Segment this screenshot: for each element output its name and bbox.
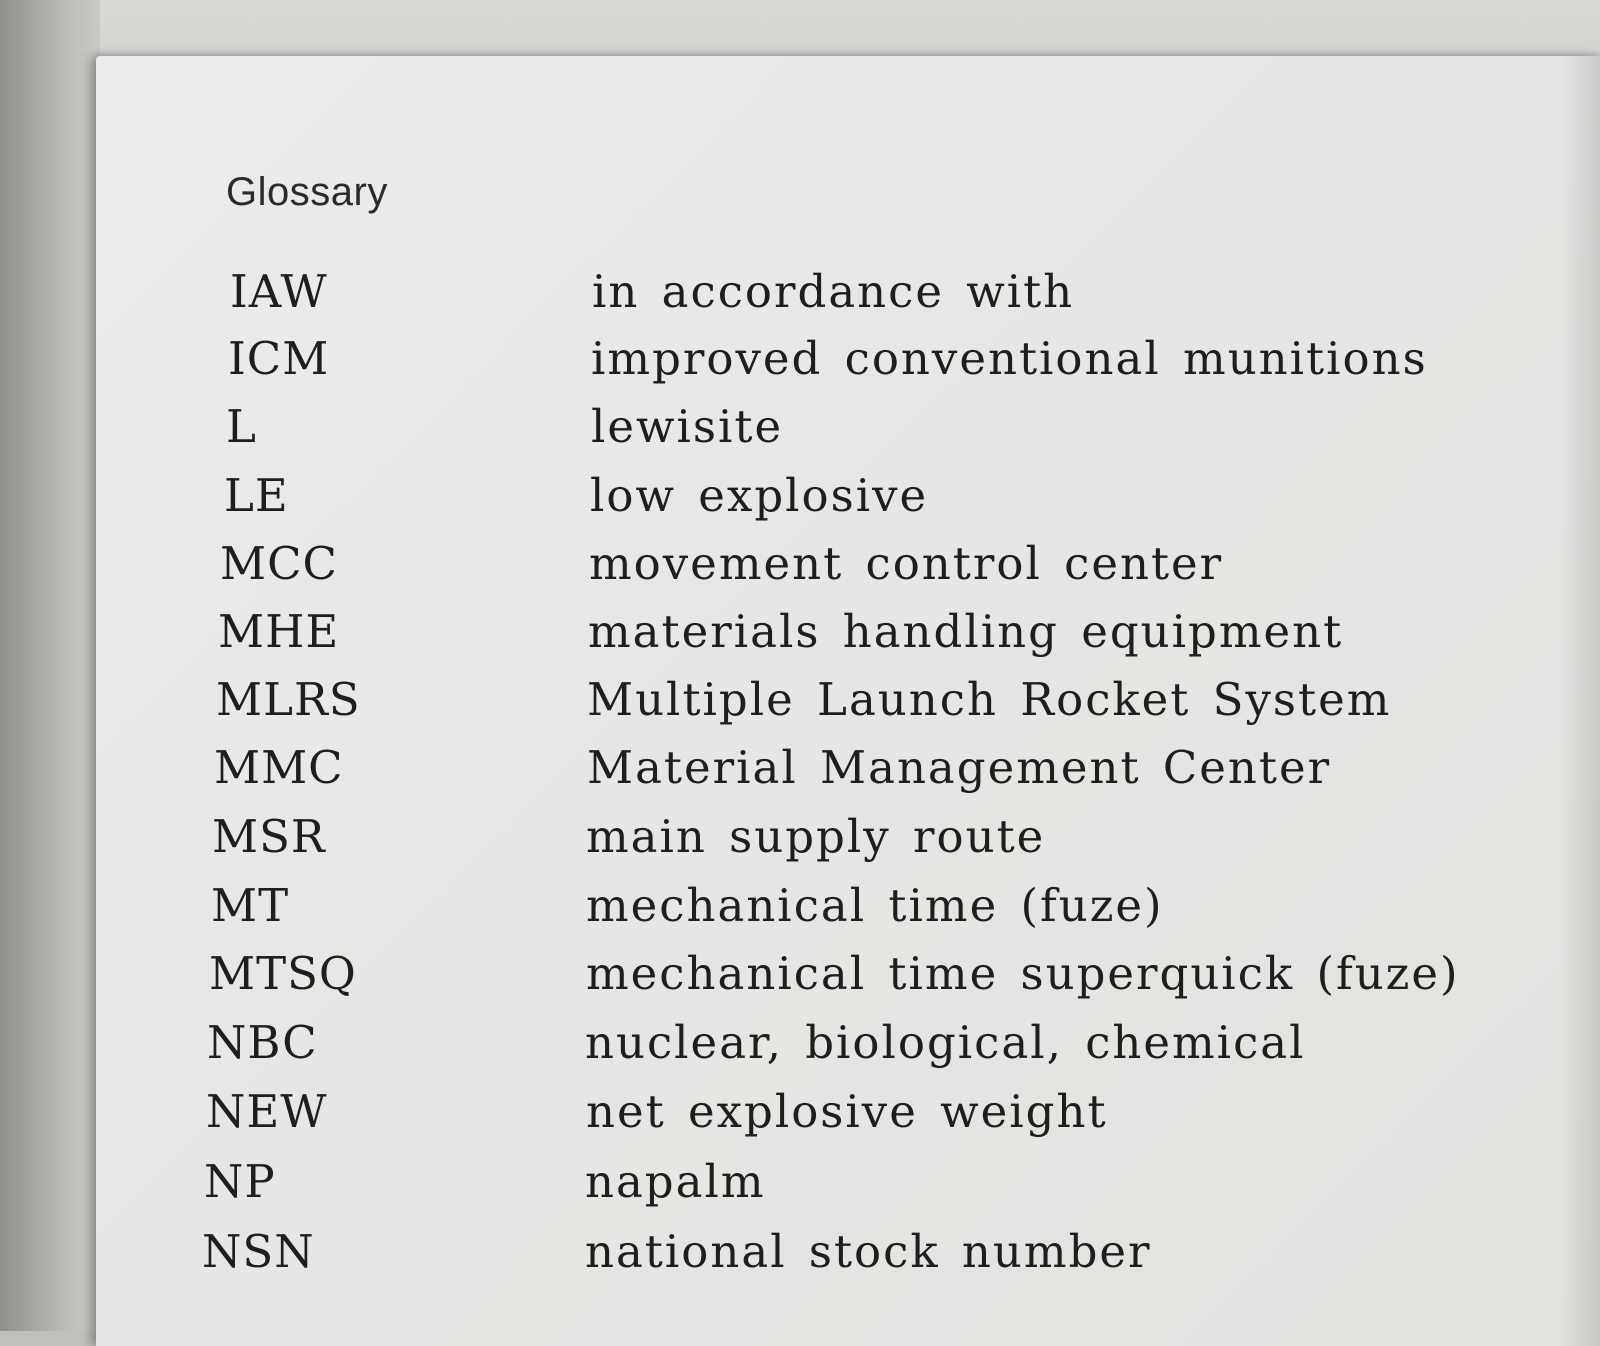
glossary-definition: in accordance with bbox=[592, 265, 1075, 318]
glossary-definition: Multiple Launch Rocket System bbox=[587, 673, 1392, 726]
glossary-definition: lewisite bbox=[591, 400, 784, 453]
glossary-term: L bbox=[226, 400, 257, 453]
glossary-term: MLRS bbox=[216, 673, 361, 726]
glossary-definition: improved conventional munitions bbox=[591, 332, 1428, 385]
glossary-definition: napalm bbox=[585, 1155, 766, 1208]
glossary-definition: movement control center bbox=[589, 537, 1224, 590]
glossary-term: NEW bbox=[206, 1085, 328, 1138]
glossary-term: MCC bbox=[220, 537, 338, 590]
glossary-term: IAW bbox=[230, 265, 328, 318]
glossary-term: ICM bbox=[228, 332, 330, 385]
glossary-definition: low explosive bbox=[590, 469, 929, 522]
glossary-definition: Material Management Center bbox=[587, 741, 1332, 794]
glossary-definition: nuclear, biological, chemical bbox=[585, 1016, 1306, 1069]
glossary-term: NP bbox=[204, 1155, 276, 1208]
glossary-definition: mechanical time (fuze) bbox=[586, 879, 1164, 932]
glossary-term: NSN bbox=[202, 1225, 315, 1278]
glossary-term: MT bbox=[211, 879, 290, 932]
glossary-term: MSR bbox=[212, 810, 326, 863]
glossary-definition: national stock number bbox=[585, 1225, 1152, 1278]
glossary-definition: mechanical time superquick (fuze) bbox=[586, 947, 1460, 1000]
glossary-term: LE bbox=[224, 469, 289, 522]
page-heading: Glossary bbox=[226, 170, 388, 214]
glossary-definition: net explosive weight bbox=[586, 1085, 1108, 1138]
glossary-definition: materials handling equipment bbox=[588, 605, 1344, 658]
glossary-term: MTSQ bbox=[209, 947, 357, 1000]
glossary-term: NBC bbox=[207, 1016, 318, 1069]
glossary-term: MHE bbox=[218, 605, 340, 658]
glossary-definition: main supply route bbox=[586, 810, 1046, 863]
glossary-term: MMC bbox=[214, 741, 344, 794]
